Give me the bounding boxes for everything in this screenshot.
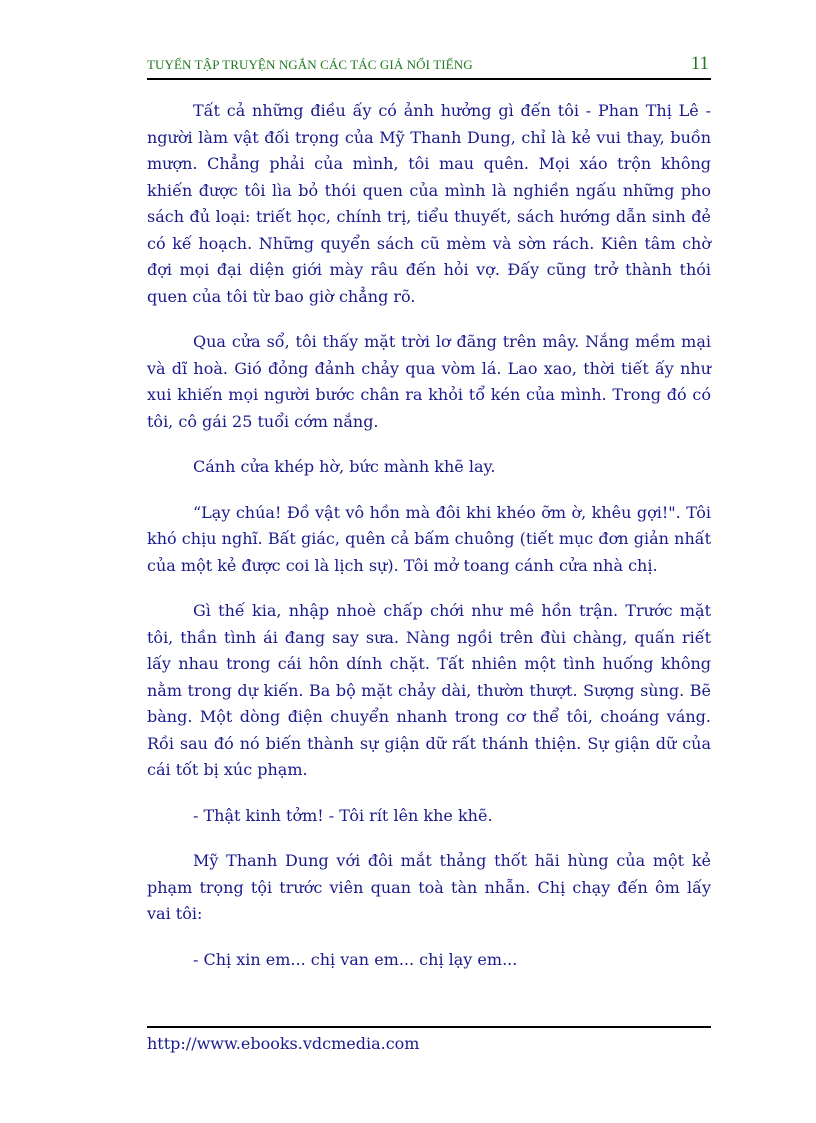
paragraph: Qua cửa sổ, tôi thấy mặt trời lơ đãng trên mây. Nắng mềm mại và dĩ hoà. Gió đỏng đảnh chảy qua vòm lá. Lao xao, thời tiết ấy như xui khiến mọi người bước chân ra khỏi tổ kén của mình. Trong đó có tôi, cô gái 25 tuổi cớm nắng. — [147, 332, 711, 431]
page-header — [147, 52, 711, 80]
paragraph: Mỹ Thanh Dung với đôi mắt thảng thốt hãi hùng của một kẻ phạm trọng tội trước viên quan toà tàn nhẫn. Chị chạy đến ôm lấy vai tôi: — [147, 851, 711, 923]
paragraph: Tất cả những điều ấy có ảnh hưởng gì đến tôi - Phan Thị Lê - người làm vật đối trọng của Mỹ Thanh Dung, chỉ là kẻ vui thay, buồn mượn. Chẳng phải của mình, tôi mau quên. Mọi xáo trộn không khiến được tôi lìa bỏ thói quen của mình là nghiền ngấu những pho sách đủ loại: triết học, chính trị, tiểu thuyết, sách hướng dẫn sinh đẻ có kế hoạch. Những quyển sách cũ mèm và sờn rách. Kiên tâm chờ đợi mọi đại diện giới mày râu đến hỏi vợ. Đấy cũng trở thành thói quen của tôi từ bao giờ chẳng rõ. — [147, 101, 711, 306]
page-number: 11 — [690, 53, 709, 74]
page-footer — [147, 1026, 711, 1053]
paragraph: Cánh cửa khép hờ, bức mành khẽ lay. — [193, 457, 496, 476]
paragraph: Gì thế kia, nhập nhoè chấp chới như mê hồn trận. Trước mặt tôi, thần tình ái đang say sưa. Nàng ngồi trên đùi chàng, quấn riết lấy nhau trong cái hôn dính chặt. Tất nhiên một tình huống không nằm trong dự kiến. Ba bộ mặt chảy dài, thườn thượt. Sượng sùng. Bẽ bàng. Một dòng điện chuyển nhanh trong cơ thể tôi, choáng váng. Rồi sau đó nó biến thành sự giận dữ rất thánh thiện. Sự giận dữ của cái tốt bị xúc phạm. — [147, 601, 711, 779]
website-link[interactable]: http://www.ebooks.vdcmedia.com — [147, 1034, 420, 1053]
dialogue-line: - Thật kinh tởm! - Tôi rít lên khe khẽ. — [193, 805, 493, 825]
book-title: TUYỂN TẬP TRUYỆN NGẮN CÁC TÁC GIẢ NỔI TIẾNG — [147, 57, 473, 72]
story-body — [147, 98, 711, 992]
paragraph: “Lạy chúa! Đồ vật vô hồn mà đôi khi khéo ỡm ờ, khêu gợi!". Tôi khó chịu nghĩ. Bất giác, quên cả bấm chuông (tiết mục đơn giản nhất của một kẻ được coi là lịch sự). Tôi mở toang cánh cửa nhà chị. — [147, 502, 711, 575]
dialogue-line: - Chị xin em... chị van em... chị lạy em... — [193, 949, 518, 969]
